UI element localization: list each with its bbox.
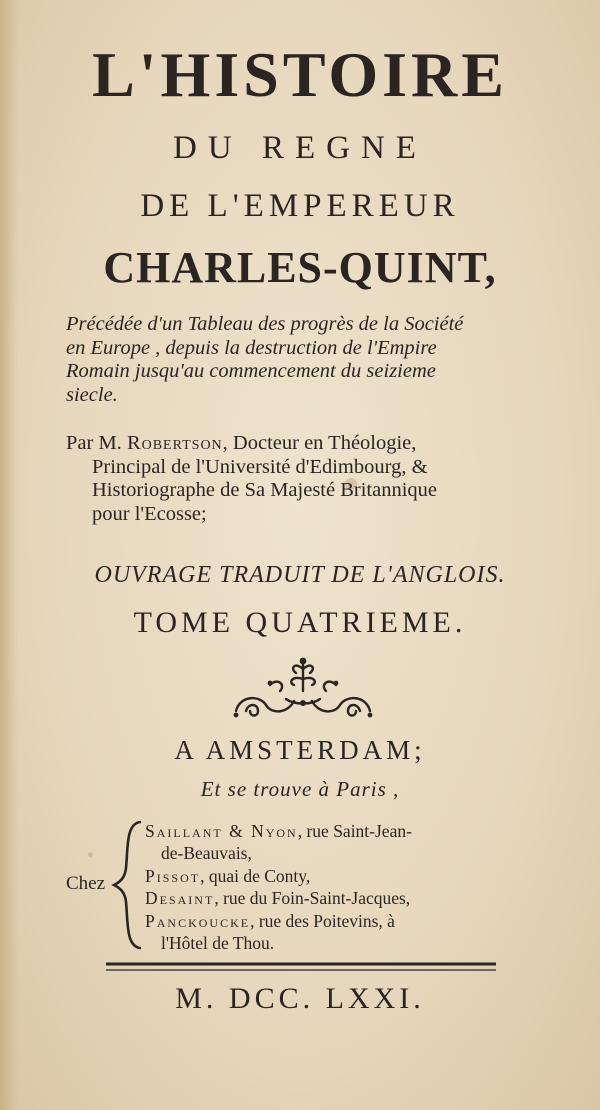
imprint-city: A AMSTERDAM; xyxy=(174,735,426,765)
author-line: Historiographe de Sa Majesté Britannique xyxy=(92,479,437,501)
publisher-name: Saillant & Nyon xyxy=(145,821,298,841)
author-prefix: Par M. xyxy=(66,432,122,454)
publisher-address-cont: de-Beauvais, xyxy=(161,843,252,864)
publisher-name: Pissot xyxy=(145,865,201,886)
author-title: , Docteur en Théologie, xyxy=(222,432,417,454)
publisher-address: , rue du Foin-Saint-Jacques, xyxy=(214,888,411,909)
publisher-address: , quai de Conty, xyxy=(200,865,311,886)
publisher-address-cont: l'Hôtel de Thou. xyxy=(161,933,275,954)
subtitle-line: Précédée d'un Tableau des progrès de la Société xyxy=(66,313,464,335)
title-line-2: DU REGNE xyxy=(173,130,427,166)
title-line-3: DE L'EMPEREUR xyxy=(140,188,460,224)
ouvrage-line: OUVRAGE TRADUIT DE L'ANGLOIS. xyxy=(94,562,506,588)
title-line-4: CHARLES-QUINT, xyxy=(103,243,497,292)
author-block xyxy=(66,432,546,526)
chez-label: Chez xyxy=(66,873,106,894)
publisher-name: Desaint xyxy=(145,888,215,909)
author-line: pour l'Ecosse; xyxy=(92,502,207,525)
tome-line: TOME QUATRIEME. xyxy=(133,606,467,639)
curly-brace-icon xyxy=(110,818,146,952)
author-line xyxy=(66,432,546,456)
subtitle-line: en Europe , depuis la destruction de l'Empire xyxy=(66,336,437,359)
author-name: Robertson xyxy=(126,432,223,454)
double-rule-divider xyxy=(106,961,496,973)
title-line-1: L'HISTOIRE xyxy=(92,39,508,110)
publisher-entry xyxy=(145,910,412,932)
publishers-list xyxy=(145,820,412,954)
subtitle-line: siecle. xyxy=(66,383,118,406)
ink-spot xyxy=(88,852,93,857)
publisher-entry xyxy=(145,865,412,887)
publisher-entry xyxy=(145,820,412,842)
publisher-name: Panckoucke xyxy=(145,910,251,931)
fleuron-ornament-icon xyxy=(230,655,376,727)
author-line: Principal de l'Université d'Edimbourg, & xyxy=(92,455,428,478)
publication-year: M. DCC. LXXI. xyxy=(175,982,425,1015)
subtitle xyxy=(66,313,556,407)
subtitle-line: Romain jusqu'au commencement du seizieme xyxy=(66,360,436,382)
publisher-address: , rue Saint-Jean- xyxy=(297,821,412,841)
publisher-address: , rue des Poitevins, à xyxy=(250,910,395,931)
publisher-entry xyxy=(145,887,412,909)
imprint-trouve: Et se trouve à Paris , xyxy=(200,777,400,801)
